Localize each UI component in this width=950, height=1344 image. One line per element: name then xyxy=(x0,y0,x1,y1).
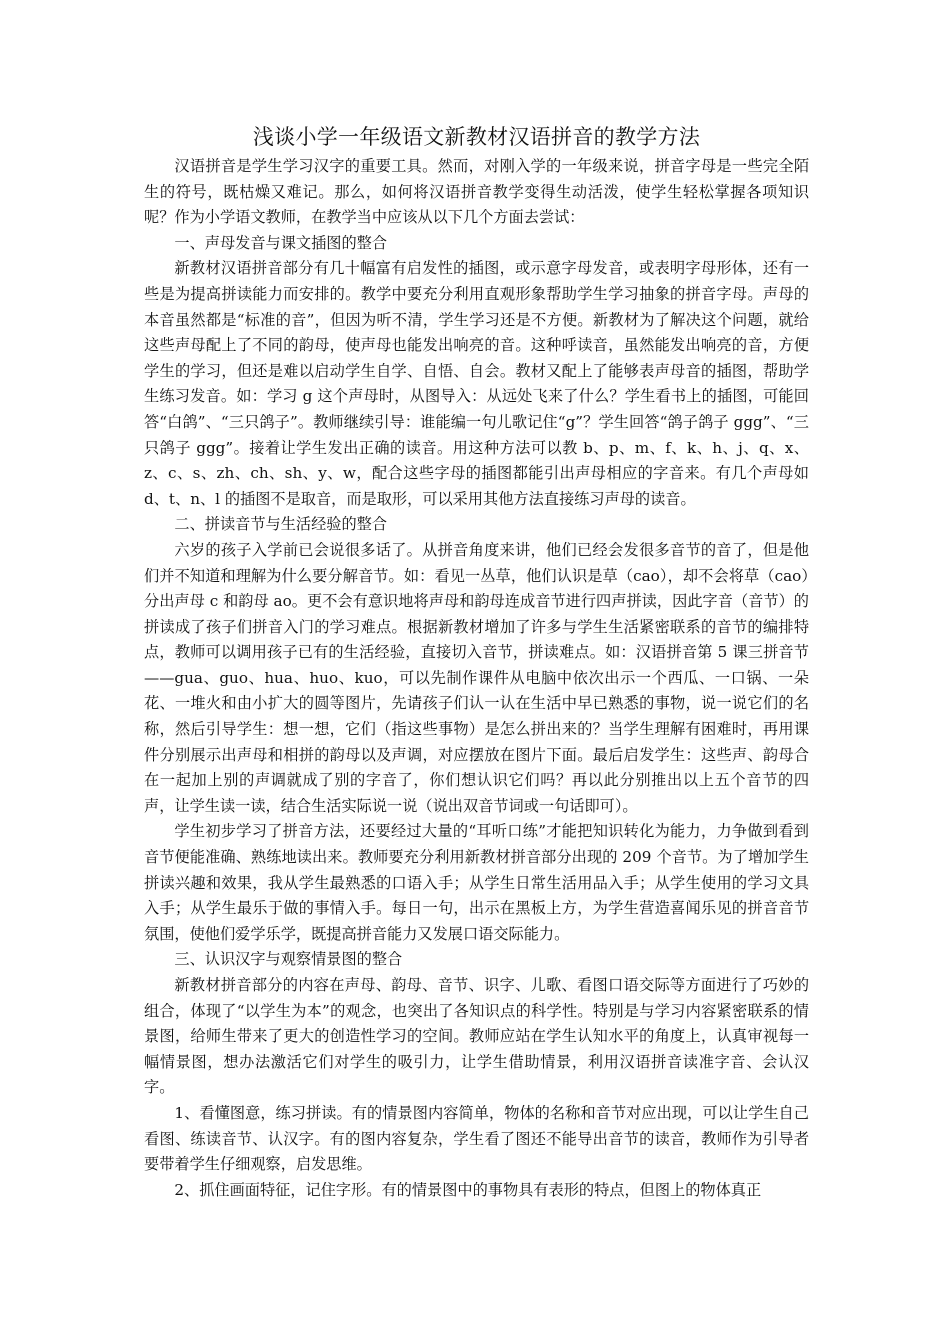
intro-paragraph: 汉语拼音是学生学习汉字的重要工具。然而，对刚入学的一年级来说，拼音字母是一些完全陌生的符号，既枯燥又难记。那么，如何将汉语拼音教学变得生动活泼，使学生轻松掌握各项知识呢？作为小学语文教师，在教学当中应该从以下几个方面去尝试： xyxy=(144,157,809,227)
section-3-paragraph-2: 1、看懂图意，练习拼读。有的情景图内容简单，物体的名称和音节对应出现，可以让学生自己看图、练读音节、认汉字。有的图内容复杂，学生看了图还不能导出音节的读音，教师作为引导者要带着学生仔细观察，启发思维。 xyxy=(144,1103,809,1174)
section-2-paragraph-2: 学生初步学习了拼音方法，还要经过大量的“耳听口练”才能把知识转化为能力，力争做到看到音节便能准确、熟练地读出来。教师要充分利用新教材拼音部分出现的 209 个音节。为了增加学生拼读兴趣和效果，我从学生最熟悉的口语入手；从学生日常生活用品入手；从学生使用的学习文具入手；从学生最乐于做的事情入手。每日一句，出示在黑板上方，为学生营造喜闻乐见的拼音音节氛围，使他们爱学乐学，既提高拼音能力又发展口语交际能力。 xyxy=(144,822,809,943)
section-3-paragraph-3: 2、抓住画面特征，记住字形。有的情景图中的事物具有表形的特点，但图上的物体真正 xyxy=(174,1180,762,1199)
section-2-paragraph-1: 六岁的孩子入学前已会说很多话了。从拼音角度来讲，他们已经会发很多音节的音了，但是他们并不知道和理解为什么要分解音节。如：看见一丛草，他们认识是草（cao），却不会将草（cao）分出声母 c 和韵母 ao。更不会有意识地将声母和韵母连成音节进行四声拼读，因此字音（音节）的拼读成了孩子们拼音入门的学习难点。根据新教材增加了许多与学生生活紧密联系的音节的编排特点，教师可以调用孩子已有的生活经验，直接切入音节，拼读难点。如：汉语拼音第 5 课三拼音节——gua、guo、hua、huo、kuo，可以先制作课件从电脑中依次出示一个西瓜、一口锅、一朵花、一堆火和由小扩大的圆等图片，先请孩子们认一认在生活中早已熟悉的事物，说一说它们的名称，然后引导学生：想一想，它们（指这些事物）是怎么拼出来的？当学生理解有困难时，再用课件分别展示出声母和相拼的韵母以及声调，对应摆放在图片下面。最后启发学生：这些声、韵母合在一起加上别的声调就成了别的字音了，你们想认识它们吗？再以此分别推出以上五个音节的四声，让学生读一读，结合生活实际说一说（说出双音节词或一句话即可）。 xyxy=(144,540,809,815)
section-3-paragraph-1: 新教材拼音部分的内容在声母、韵母、音节、识字、儿歌、看图口语交际等方面进行了巧妙的组合，体现了“以学生为本”的观念，也突出了各知识点的科学性。特别是与学习内容紧密联系的情景图，给师生带来了更大的创造性学习的空间。教师应站在学生认知水平的角度上，认真审视每一幅情景图，想办法激活它们对学生的吸引力，让学生借助情景，利用汉语拼音读准字音、会认汉字。 xyxy=(144,976,809,1097)
document-title: 浅谈小学一年级语文新教材汉语拼音的教学方法 xyxy=(252,125,701,149)
section-1-paragraph-1: 新教材汉语拼音部分有几十幅富有启发性的插图，或示意字母发音，或表明字母形体，还有一些是为提高拼读能力而安排的。教学中要充分利用直观形象帮助学生学习抽象的拼音字母。声母的本音虽然都是“标准的音”，但因为听不清，学生学习还是不方便。新教材为了解决这个问题，就给这些声母配上了不同的韵母，使声母也能发出响亮的音。这种呼读音，虽然能发出响亮的音，方便学生的学习，但还是难以启动学生自学、自悟、自会。教材又配上了能够表声母音的插图，帮助学生练习发音。如：学习 g 这个声母时，从图导入：从远处飞来了什么？学生看书上的插图，可能回答“白鸽”、“三只鸽子”。教师继续引导：谁能编一句儿歌记住“g”？学生回答“鸽子鸽子 ggg”、“三只鸽子 ggg”。接着让学生发出正确的读音。用这种方法可以教 b、p、m、f、k、h、j、q、x、z、c、s、zh、ch、sh、y、w，配合这些字母的插图都能引出声母相应的字音来。有几个声母如 d、t、n、l 的插图不是取音，而是取形，可以采用其他方法直接练习声母的读音。 xyxy=(144,259,809,508)
document-body xyxy=(144,120,809,1203)
section-2-heading: 二、拼读音节与生活经验的整合 xyxy=(174,515,388,534)
section-3-heading: 三、认识汉字与观察情景图的整合 xyxy=(174,950,403,969)
section-1-heading: 一、声母发音与课文插图的整合 xyxy=(174,233,388,252)
